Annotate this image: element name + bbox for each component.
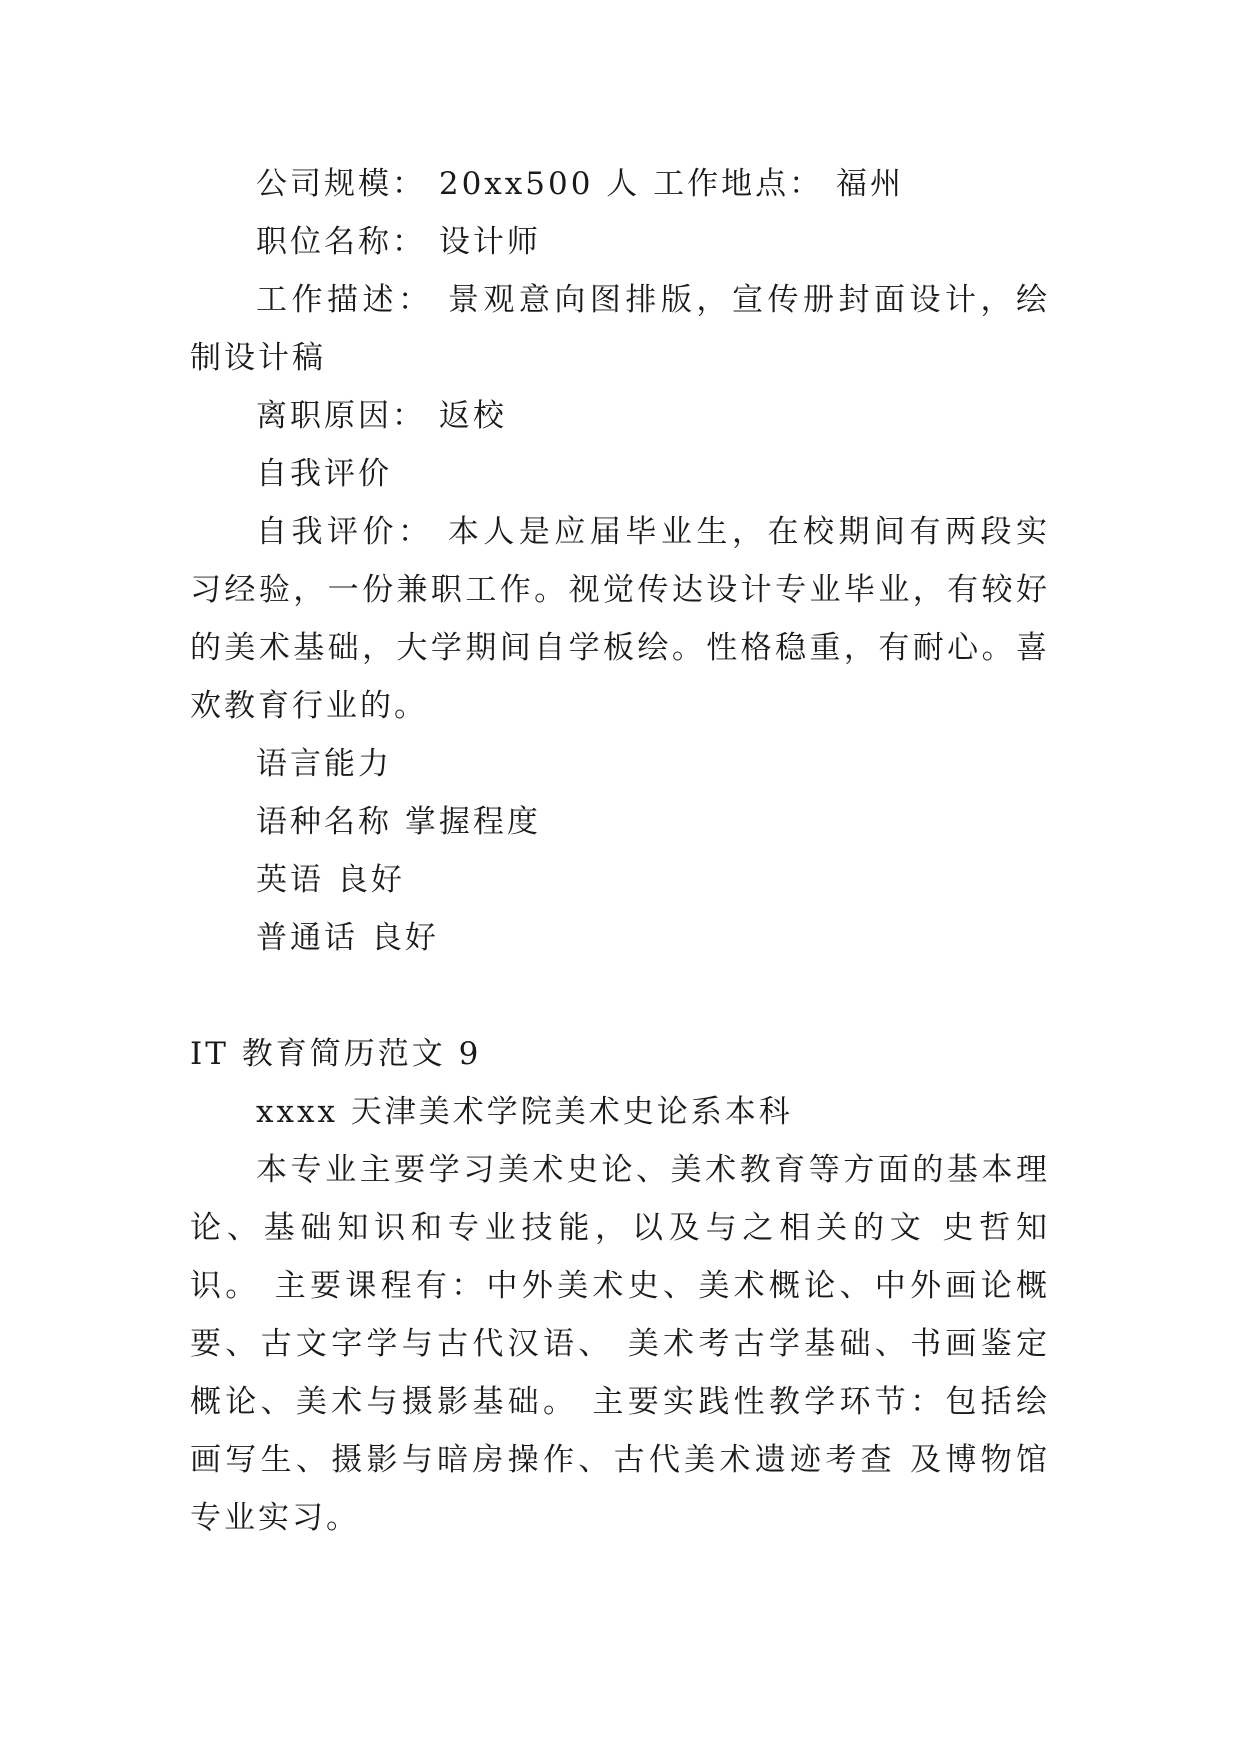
spacer (190, 967, 1050, 1025)
company-scale-line: 公司规模： 20xx500 人 工作地点： 福州 (256, 166, 904, 202)
degree-line: xxxx 天津美术学院美术史论系本科 (256, 1094, 793, 1130)
language-heading: 语言能力 (256, 746, 392, 782)
language-row: 普通话 良好 (256, 920, 439, 956)
document-page (190, 155, 1050, 1547)
major-description: 本专业主要学习美术史论、美术教育等方面的基本理论、基础知识和专业技能，以及与之相关的文 史哲知识。 主要课程有：中外美术史、美术概论、中外画论概要、古文字学与古代汉语、 美术考古学基础、书画鉴定概论、美术与摄影基础。 主要实践性教学环节：包括绘画写生、摄影与暗房操作、古代美术遗迹考查 及博物馆专业实习。 (190, 1152, 1050, 1536)
leave-reason-line: 离职原因： 返校 (256, 398, 507, 434)
language-row: 英语 良好 (256, 862, 405, 898)
job-description: 工作描述： 景观意向图排版，宣传册封面设计，绘制设计稿 (190, 282, 1050, 376)
section-title: IT 教育简历范文 9 (190, 1036, 482, 1072)
self-eval-text: 自我评价： 本人是应届毕业生，在校期间有两段实习经验，一份兼职工作。视觉传达设计专业毕业，有较好的美术基础，大学期间自学板绘。性格稳重，有耐心。喜欢教育行业的。 (190, 514, 1050, 724)
self-eval-heading: 自我评价 (256, 456, 392, 492)
position-line: 职位名称： 设计师 (256, 224, 541, 260)
language-header-row: 语种名称 掌握程度 (256, 804, 541, 840)
